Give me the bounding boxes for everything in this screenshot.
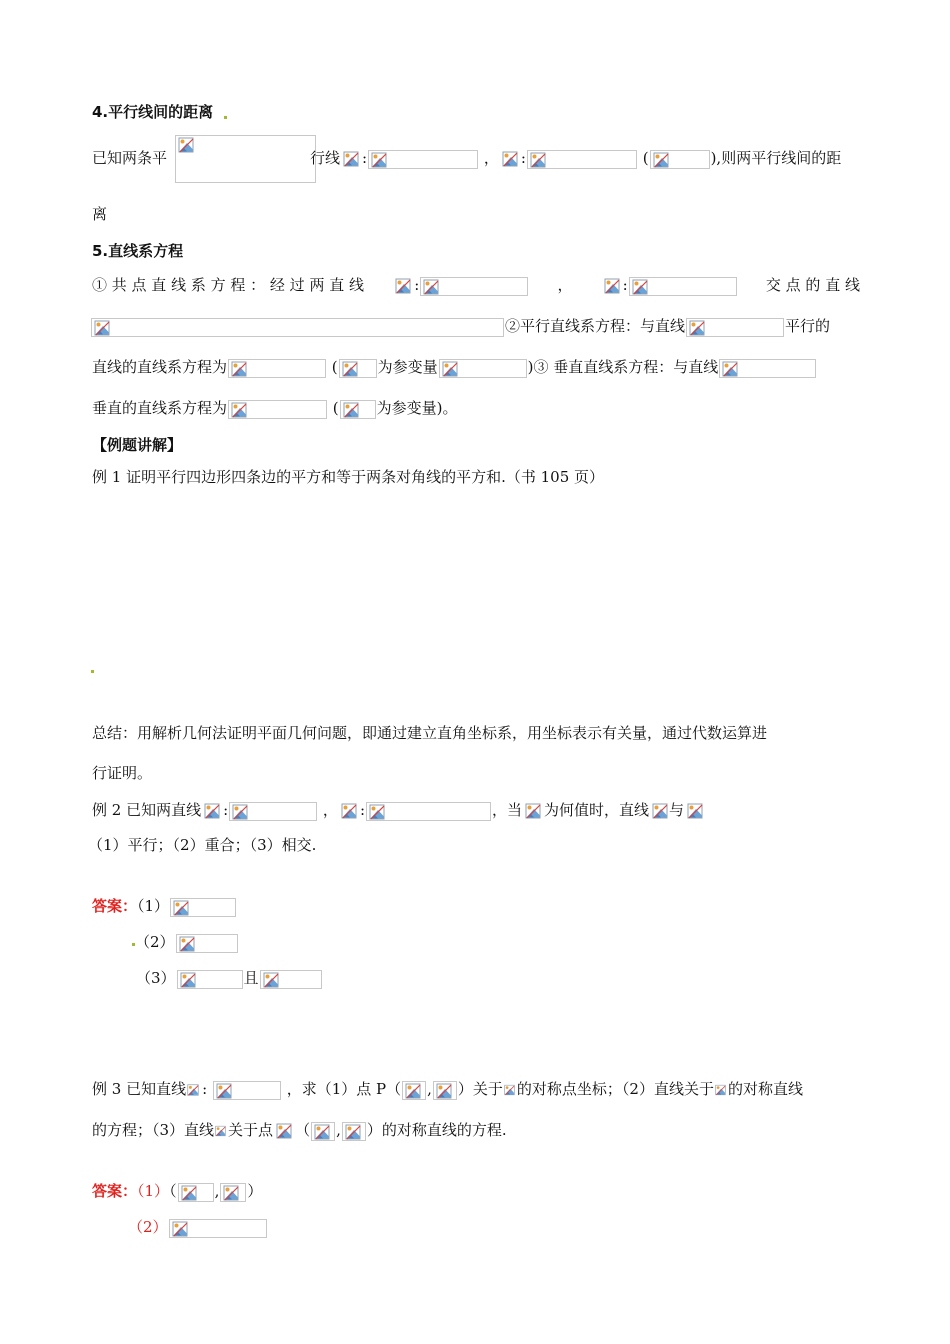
marker-dot bbox=[91, 670, 94, 673]
answer-2-line-3: （3） 且 bbox=[136, 967, 323, 989]
broken-image-icon bbox=[178, 1183, 214, 1202]
sec5-line-1: ① 共 点 直 线 系 方 程 ： 经 过 两 直 线 : ， : 交 点 的 直 线 bbox=[92, 276, 860, 294]
broken-image-icon bbox=[220, 1183, 246, 1202]
broken-image-icon bbox=[339, 802, 359, 821]
broken-image-icon bbox=[527, 150, 637, 169]
broken-image-icon bbox=[650, 802, 668, 821]
broken-image-icon bbox=[439, 359, 527, 378]
broken-image-icon bbox=[176, 934, 238, 953]
broken-image-icon bbox=[91, 318, 504, 337]
examples-title: 【例题讲解】 bbox=[92, 436, 183, 454]
broken-image-icon bbox=[228, 359, 326, 378]
broken-image-icon bbox=[629, 277, 737, 296]
broken-image-icon bbox=[215, 1122, 227, 1141]
broken-image-icon bbox=[311, 1122, 335, 1141]
broken-image-icon bbox=[202, 802, 222, 821]
broken-image-icon bbox=[650, 150, 710, 169]
answer-2-line-1: 答案：（1） bbox=[92, 895, 237, 917]
broken-image-icon bbox=[523, 802, 543, 821]
summary-line-1: 总结：用解析几何法证明平面几何问题，即通过建立直角坐标系，用坐标表示有关量，通过代数运算进 bbox=[92, 724, 768, 742]
sec5-line-3: 直线的直线系方程为 ( 为参变量 )③ 垂直直线系方程：与直线 bbox=[92, 356, 817, 378]
broken-image-icon bbox=[366, 802, 491, 821]
broken-image-icon bbox=[342, 1122, 366, 1141]
broken-image-icon bbox=[368, 150, 478, 169]
example-2-parts: （1）平行；（2）重合；（3）相交. bbox=[88, 836, 317, 854]
broken-image-icon bbox=[274, 1122, 294, 1141]
summary-line-2: 行证明。 bbox=[92, 764, 153, 782]
broken-image-icon bbox=[213, 1081, 281, 1100]
section-5-title: 5.直线系方程 bbox=[92, 242, 184, 260]
broken-image-icon bbox=[187, 1081, 201, 1100]
broken-image-icon bbox=[229, 802, 317, 821]
section-4-title: 4.平行线间的距离 bbox=[92, 103, 214, 121]
broken-image-icon bbox=[402, 1081, 426, 1100]
sec5-line-4: 垂直的直线系方程为 ( 为参变量)。 bbox=[92, 399, 458, 417]
broken-image-icon bbox=[170, 898, 236, 917]
broken-image-icon bbox=[500, 150, 520, 169]
broken-image-icon bbox=[341, 150, 361, 169]
sec4-line-2: 离 bbox=[92, 205, 108, 223]
broken-image-icon bbox=[719, 359, 816, 378]
example-2: 例 2 已知两直线 : ， : ，当 为何值时，直线 与 bbox=[92, 799, 706, 821]
broken-image-icon bbox=[504, 1081, 516, 1100]
broken-image-icon bbox=[433, 1081, 457, 1100]
marker-dot bbox=[224, 116, 227, 119]
broken-image-icon bbox=[177, 970, 243, 989]
sec4-line: 已知两条平 行线 : ， : ( ),则两平行线间的距 bbox=[92, 149, 842, 167]
broken-image-icon bbox=[602, 277, 622, 296]
broken-image-icon bbox=[339, 359, 377, 378]
example-3-line-1: 例 3 已知直线 : ，求（1）点 P（ , ）关于 的对称点坐标；（2）直线关于 的对称直线 bbox=[92, 1080, 803, 1098]
answer-3-line-1: 答案：（1）（ , ） bbox=[92, 1182, 263, 1200]
broken-image-icon bbox=[420, 277, 528, 296]
answer-3-line-2: （2） bbox=[128, 1216, 268, 1238]
broken-image-icon bbox=[228, 400, 327, 419]
example-3-line-2: 的方程；（3）直线 关于点 （ , ）的对称直线的方程. bbox=[92, 1121, 507, 1139]
broken-image-icon bbox=[685, 802, 705, 821]
example-1: 例 1 证明平行四边形四条边的平方和等于两条对角线的平方和.（书 105 页） bbox=[92, 468, 605, 486]
broken-image-icon bbox=[260, 970, 322, 989]
answer-2-line-2: （2） bbox=[135, 931, 239, 953]
sec5-line-2: ②平行直线系方程：与直线 平行的 bbox=[92, 315, 830, 337]
broken-image-icon bbox=[340, 400, 376, 419]
broken-image-icon bbox=[686, 318, 784, 337]
broken-image-icon bbox=[715, 1081, 727, 1100]
broken-image-icon bbox=[393, 277, 413, 296]
broken-image-icon bbox=[169, 1219, 267, 1238]
